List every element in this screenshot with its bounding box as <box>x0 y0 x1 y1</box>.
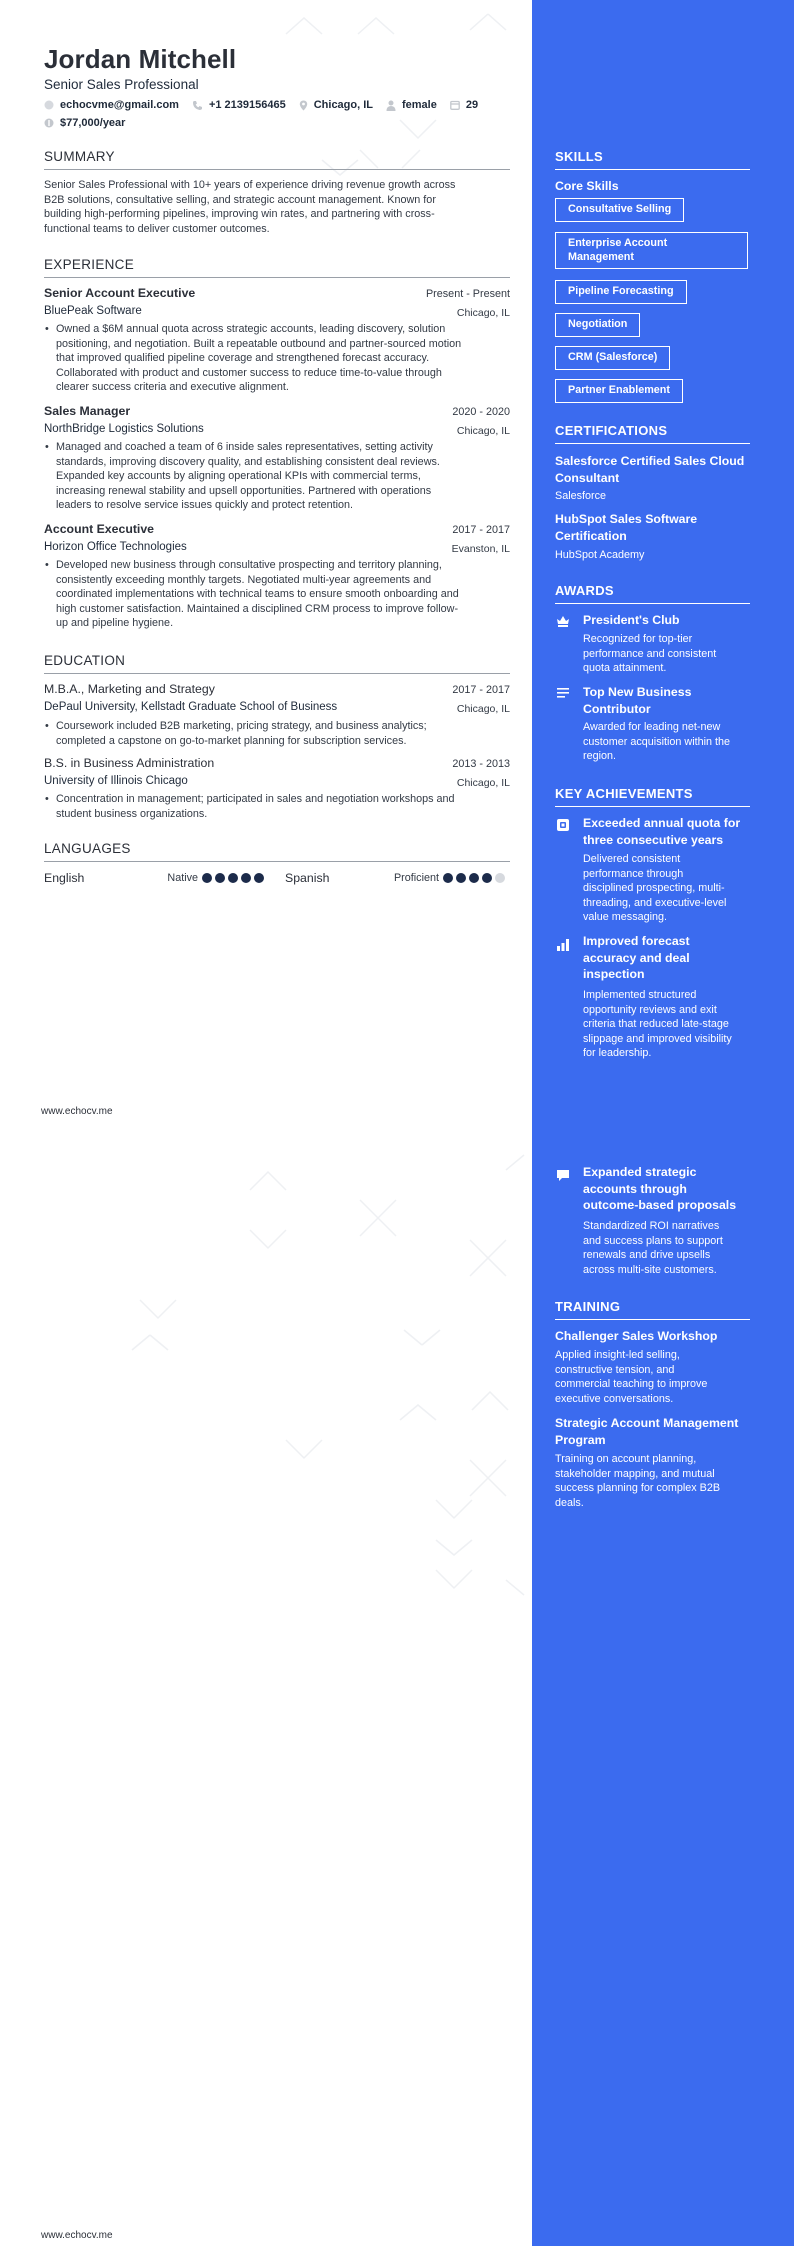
award-title: Top New Business Contributor <box>583 685 692 716</box>
bullet-dot: • <box>45 720 49 732</box>
languages-heading: LANGUAGES <box>44 841 510 862</box>
job-company: BluePeak Software <box>44 305 142 317</box>
language-level: Proficient <box>393 872 439 884</box>
education-description: • Concentration in management; participated in sales and negotiation workshops and student business organizations. <box>45 793 455 820</box>
certification-issuer: HubSpot Academy <box>555 549 645 561</box>
award-title: President's Club <box>583 613 680 627</box>
contact-salary <box>44 117 125 129</box>
salary-text: $77,000/year <box>60 117 126 129</box>
rating-dot <box>254 873 264 883</box>
contact-gender <box>386 99 437 111</box>
skills-heading: SKILLS <box>555 149 750 170</box>
award-description: Awarded for leading net-new customer acquisition within the region. <box>583 721 731 763</box>
skill-tag: CRM (Salesforce) <box>555 346 670 370</box>
bullet-dot: • <box>45 559 49 571</box>
phone-text: +1 2139156465 <box>208 99 286 111</box>
job-title: Sales Manager <box>44 404 131 418</box>
bullet-dot: • <box>45 323 49 335</box>
location-pin-icon <box>299 100 308 111</box>
contact-row-2 <box>44 117 138 129</box>
bullet-dot: • <box>45 441 49 453</box>
education-dates: 2013 - 2013 <box>452 758 510 770</box>
job-dates: 2020 - 2020 <box>452 406 510 418</box>
certification-name: HubSpot Sales Software Certification <box>555 512 698 543</box>
job-location: Chicago, IL <box>456 425 510 437</box>
achievement-description: Standardized ROI narratives and success plans to support renewals and drive upsells across multi-site customers. <box>583 1220 723 1276</box>
school-name: University of Illinois Chicago <box>44 775 188 787</box>
language-rating <box>202 873 267 883</box>
job-dates: Present - Present <box>425 288 510 300</box>
skill-tag: Negotiation <box>555 313 640 337</box>
skills-subheading: Core Skills <box>555 179 619 193</box>
contact-phone[interactable] <box>192 99 286 111</box>
candidate-name: Jordan Mitchell <box>44 44 237 74</box>
rating-dot <box>495 873 505 883</box>
achievement-title: Exceeded annual quota for three consecutive years <box>583 816 741 847</box>
rating-dot <box>228 873 238 883</box>
achievements-heading: KEY ACHIEVEMENTS <box>555 786 750 807</box>
job-location: Evanston, IL <box>451 543 510 555</box>
certifications-heading: CERTIFICATIONS <box>555 423 750 444</box>
footer-link-page-2[interactable]: www.echocv.me <box>41 2230 113 2241</box>
summary-heading: SUMMARY <box>44 149 510 170</box>
salary-icon <box>44 118 54 128</box>
job-dates: 2017 - 2017 <box>452 524 510 536</box>
education-heading: EDUCATION <box>44 653 510 674</box>
job-title: Account Executive <box>44 522 155 536</box>
person-icon <box>386 100 396 111</box>
rating-dot <box>215 873 225 883</box>
contact-row-1 <box>44 99 491 111</box>
age-text: 29 <box>465 99 479 111</box>
summary-text: Senior Sales Professional with 10+ years of experience driving revenue growth across B2B solutions, consultative selling, and strategic account management. Known for building high-performing pipelines, improving win rates, and partnering with cross- functional teams to deliver customer outcomes. <box>44 179 456 235</box>
achievement-title: Improved forecast accuracy and deal inspection <box>583 934 690 981</box>
rating-dot <box>482 873 492 883</box>
location-text: Chicago, IL <box>313 99 373 111</box>
rating-dot <box>241 873 251 883</box>
training-heading: TRAINING <box>555 1299 750 1320</box>
job-company: NorthBridge Logistics Solutions <box>44 423 204 435</box>
footer-link-page-1[interactable]: www.echocv.me <box>41 1106 113 1117</box>
training-title: Challenger Sales Workshop <box>555 1329 718 1343</box>
contact-age <box>450 99 478 111</box>
awards-heading: AWARDS <box>555 583 750 604</box>
training-description: Training on account planning, stakeholder mapping, and mutual success planning for complex B2B deals. <box>555 1453 721 1509</box>
contact-email[interactable] <box>44 99 179 111</box>
bullet-dot: • <box>45 793 49 805</box>
achievement-description: Delivered consistent performance through disciplined prospecting, multi- threading, and executive-level value messaging. <box>583 853 727 924</box>
language-rating <box>443 873 508 883</box>
job-description: • Owned a $6M annual quota across strategic accounts, leading discovery, solution positioning, and negotiation. Built a repeatable outbound and partner-sourced motion that improved qualified pipeline coverage and strengthened forecast accuracy. Collaborated with product and customer success to reduce time-to-value through clearer success criteria and executive alignment. <box>45 323 462 394</box>
gender-text: female <box>402 99 437 111</box>
degree-title: B.S. in Business Administration <box>44 756 215 770</box>
skill-tag: Consultative Selling <box>555 198 684 222</box>
job-location: Chicago, IL <box>456 307 510 319</box>
email-text: echocvme@gmail.com <box>60 99 179 111</box>
job-title: Senior Account Executive <box>44 286 196 300</box>
rating-dot <box>443 873 453 883</box>
skill-tag: Enterprise Account Management <box>555 232 748 269</box>
rating-dot <box>456 873 466 883</box>
calendar-icon <box>450 100 460 110</box>
degree-title: M.B.A., Marketing and Strategy <box>44 682 215 696</box>
achievement-description: Implemented structured opportunity reviews and exit criteria that reduced late-stage slippage and improved visibility for leadership. <box>583 989 732 1060</box>
award-description: Recognized for top-tier performance and consistent quota attainment. <box>583 633 717 675</box>
certification-issuer: Salesforce <box>555 490 607 502</box>
target-icon <box>555 817 571 833</box>
language-name: Spanish <box>285 871 330 885</box>
chat-icon <box>555 1168 571 1184</box>
crown-icon <box>555 613 571 629</box>
job-description: • Managed and coached a team of 6 inside sales representatives, setting activity standards, improving discovery quality, and establishing consistent deal reviews. Expanded key accounts by aligning operational KPIs with commercial terms, increasing renewal stability and upsell opportunities. Partnered with operations leaders to resolve service issues quickly and protect retention. <box>45 441 440 512</box>
skill-tag: Pipeline Forecasting <box>555 280 687 304</box>
training-description: Applied insight-led selling, constructive tension, and commercial teaching to improve executive conversations. <box>555 1349 708 1405</box>
training-title: Strategic Account Management Program <box>555 1416 739 1447</box>
rating-dot <box>469 873 479 883</box>
candidate-role: Senior Sales Professional <box>44 77 199 92</box>
language-level: Native <box>167 872 198 884</box>
school-name: DePaul University, Kellstadt Graduate School of Business <box>44 701 338 713</box>
rating-dot <box>202 873 212 883</box>
page-break <box>0 1127 532 1149</box>
sidebar-background <box>532 0 794 2246</box>
bar-chart-icon <box>555 937 571 953</box>
experience-heading: EXPERIENCE <box>44 257 510 278</box>
school-location: Chicago, IL <box>456 777 510 789</box>
school-location: Chicago, IL <box>456 703 510 715</box>
achievement-title: Expanded strategic accounts through outcome-based proposals <box>583 1165 737 1212</box>
language-name: English <box>44 871 85 885</box>
email-icon <box>44 100 54 110</box>
phone-icon <box>192 100 203 111</box>
job-company: Horizon Office Technologies <box>44 541 187 553</box>
education-description: • Coursework included B2B marketing, pricing strategy, and business analytics; completed a capstone on go-to-market planning for subscription services. <box>45 720 427 747</box>
education-dates: 2017 - 2017 <box>452 684 510 696</box>
certification-name: Salesforce Certified Sales Cloud Consultant <box>555 454 745 485</box>
job-description: • Developed new business through consultative prospecting and territory planning, consistently exceeding monthly targets. Negotiated multi-year agreements and coordinated implementations with technical teams to ensure smooth onboarding and high customer satisfaction. Maintained a disciplined CRM process to improve follow- up and pipeline hygiene. <box>45 559 459 630</box>
skill-tag: Partner Enablement <box>555 379 683 403</box>
contact-location <box>299 99 373 111</box>
list-icon <box>555 685 571 701</box>
